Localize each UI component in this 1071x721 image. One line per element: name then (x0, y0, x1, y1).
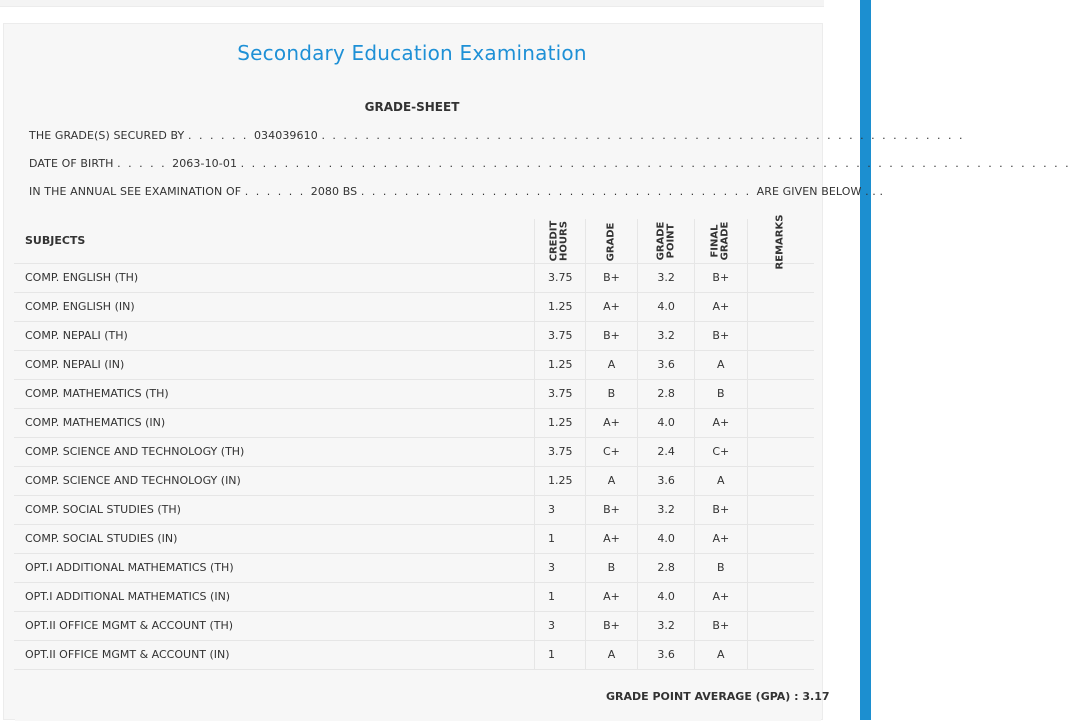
subject-cell: OPT.II OFFICE MGMT & ACCOUNT (IN) (14, 640, 535, 669)
grade-point-cell: 3.2 (638, 495, 695, 524)
final-grade-cell: B (694, 379, 747, 408)
table-row (14, 553, 814, 582)
table-row (14, 350, 814, 379)
credit-hours-cell: 3 (535, 611, 586, 640)
table-row (14, 611, 814, 640)
remarks-cell (747, 437, 814, 466)
remarks-cell (747, 582, 814, 611)
grade-point-cell: 3.6 (638, 350, 695, 379)
grade-point-cell: 2.8 (638, 379, 695, 408)
subject-cell: COMP. SCIENCE AND TECHNOLOGY (IN) (14, 466, 535, 495)
grade-point-cell: 4.0 (638, 292, 695, 321)
subject-cell: OPT.I ADDITIONAL MATHEMATICS (TH) (14, 553, 535, 582)
grade-point-cell: 3.2 (638, 263, 695, 292)
credit-hours-cell: 3 (535, 553, 586, 582)
credit-hours-cell: 1.25 (535, 350, 586, 379)
credit-hours-cell: 3.75 (535, 379, 586, 408)
grade-cell: B+ (585, 321, 638, 350)
grade-point-cell: 3.6 (638, 466, 695, 495)
subject-cell: OPT.I ADDITIONAL MATHEMATICS (IN) (14, 582, 535, 611)
remarks-cell (747, 321, 814, 350)
final-grade-cell: A (694, 466, 747, 495)
remarks-cell (747, 524, 814, 553)
table-row (14, 524, 814, 553)
credit-hours-cell: 1.25 (535, 292, 586, 321)
grade-sheet-heading: GRADE-SHEET (364, 100, 460, 114)
header-final-grade: FINAL GRADE (694, 219, 747, 263)
final-grade-cell: A+ (694, 524, 747, 553)
remarks-cell (747, 640, 814, 669)
grade-cell: B (585, 379, 638, 408)
grade-point-cell: 3.2 (638, 321, 695, 350)
info-secured-by: THE GRADE(S) SECURED BY . . . . . . 034039610 . . . . . . . . . . . . . . . . . . . . . . . . . . . . . . . . . . . . . . . . . . . . . . . . . . . . . . . . . . . (29, 129, 965, 142)
credit-hours-cell: 1.25 (535, 466, 586, 495)
remarks-cell (747, 379, 814, 408)
credit-hours-cell: 1 (535, 524, 586, 553)
grade-cell: B+ (585, 495, 638, 524)
secured-by-label: THE GRADE(S) SECURED BY (29, 129, 185, 142)
subject-cell: COMP. SOCIAL STUDIES (TH) (14, 495, 535, 524)
gpa-label: GRADE POINT AVERAGE (GPA) : (606, 690, 799, 703)
grades-table (14, 214, 814, 670)
scroll-accent-bar (860, 0, 871, 720)
subject-cell: COMP. ENGLISH (TH) (14, 263, 535, 292)
grade-point-cell: 3.6 (638, 640, 695, 669)
final-grade-cell: A (694, 640, 747, 669)
dob-label: DATE OF BIRTH (29, 157, 114, 170)
header-remarks: REMARKS (747, 219, 814, 263)
table-row (14, 321, 814, 350)
gpa-summary (606, 690, 830, 703)
table-header-row (14, 219, 814, 263)
table-row (14, 466, 814, 495)
grade-cell: A+ (585, 582, 638, 611)
exam-suffix: ARE GIVEN BELOW . . . (756, 185, 884, 198)
final-grade-cell: B+ (694, 495, 747, 524)
table-row (14, 640, 814, 669)
table-row (14, 582, 814, 611)
dob-value: 2063-10-01 (172, 157, 238, 170)
subject-cell: OPT.II OFFICE MGMT & ACCOUNT (TH) (14, 611, 535, 640)
credit-hours-cell: 1 (535, 640, 586, 669)
credit-hours-cell: 3 (535, 495, 586, 524)
grade-cell: B+ (585, 263, 638, 292)
grade-point-cell: 2.8 (638, 553, 695, 582)
remarks-cell (747, 350, 814, 379)
remarks-cell (747, 611, 814, 640)
final-grade-cell: B (694, 553, 747, 582)
credit-hours-cell: 3.75 (535, 263, 586, 292)
grade-cell: B+ (585, 611, 638, 640)
grade-point-cell: 2.4 (638, 437, 695, 466)
final-grade-cell: A+ (694, 292, 747, 321)
final-grade-cell: B+ (694, 263, 747, 292)
header-subjects: SUBJECTS (14, 219, 535, 263)
credit-hours-cell: 3.75 (535, 437, 586, 466)
table-row (14, 263, 814, 292)
credit-hours-cell: 1.25 (535, 408, 586, 437)
final-grade-cell: B+ (694, 611, 747, 640)
gpa-value: 3.17 (802, 690, 830, 703)
final-grade-cell: A (694, 350, 747, 379)
info-exam: IN THE ANNUAL SEE EXAMINATION OF . . . . . . 2080 BS . . . . . . . . . . . . . . . . . . . . . . . . . . . . . . . . . . . . ARE GIVEN BELOW . . . (29, 185, 884, 198)
subject-cell: COMP. NEPALI (TH) (14, 321, 535, 350)
remarks-cell (747, 553, 814, 582)
grade-cell: A+ (585, 408, 638, 437)
remarks-cell (747, 292, 814, 321)
subject-cell: COMP. SCIENCE AND TECHNOLOGY (TH) (14, 437, 535, 466)
grade-cell: A+ (585, 292, 638, 321)
credit-hours-cell: 3.75 (535, 321, 586, 350)
final-grade-cell: B+ (694, 321, 747, 350)
subject-cell: COMP. NEPALI (IN) (14, 350, 535, 379)
table-row (14, 379, 814, 408)
header-grade-point: GRADE POINT (638, 219, 695, 263)
grade-cell: B (585, 553, 638, 582)
table-row (14, 408, 814, 437)
header-grade: GRADE (585, 219, 638, 263)
grade-cell: A (585, 640, 638, 669)
subject-cell: COMP. MATHEMATICS (IN) (14, 408, 535, 437)
final-grade-cell: C+ (694, 437, 747, 466)
info-dob: DATE OF BIRTH . . . . . 2063-10-01 . . . . . . . . . . . . . . . . . . . . . . . . . . . . . . . . . . . . . . . . . . . . . . . . . . . . . . . . . . . . . . . . . . . . . . . . . . . . (29, 157, 1071, 170)
exam-label: IN THE ANNUAL SEE EXAMINATION OF (29, 185, 242, 198)
symbol-number: 034039610 (253, 129, 318, 142)
exam-year: 2080 BS (310, 185, 358, 198)
grade-cell: A (585, 466, 638, 495)
remarks-cell (747, 466, 814, 495)
subject-cell: COMP. SOCIAL STUDIES (IN) (14, 524, 535, 553)
credit-hours-cell: 1 (535, 582, 586, 611)
header-credit-hours: CREDIT HOURS (535, 219, 586, 263)
grade-point-cell: 4.0 (638, 408, 695, 437)
grade-cell: A+ (585, 524, 638, 553)
page-title: Secondary Education Examination (237, 41, 587, 65)
subject-cell: COMP. MATHEMATICS (TH) (14, 379, 535, 408)
grade-point-cell: 4.0 (638, 582, 695, 611)
table-row (14, 437, 814, 466)
top-strip (0, 0, 824, 7)
final-grade-cell: A+ (694, 408, 747, 437)
grade-cell: A (585, 350, 638, 379)
final-grade-cell: A+ (694, 582, 747, 611)
table-row (14, 292, 814, 321)
subject-cell: COMP. ENGLISH (IN) (14, 292, 535, 321)
grade-cell: C+ (585, 437, 638, 466)
table-row (14, 495, 814, 524)
remarks-cell (747, 495, 814, 524)
grade-point-cell: 4.0 (638, 524, 695, 553)
remarks-cell (747, 408, 814, 437)
grade-point-cell: 3.2 (638, 611, 695, 640)
